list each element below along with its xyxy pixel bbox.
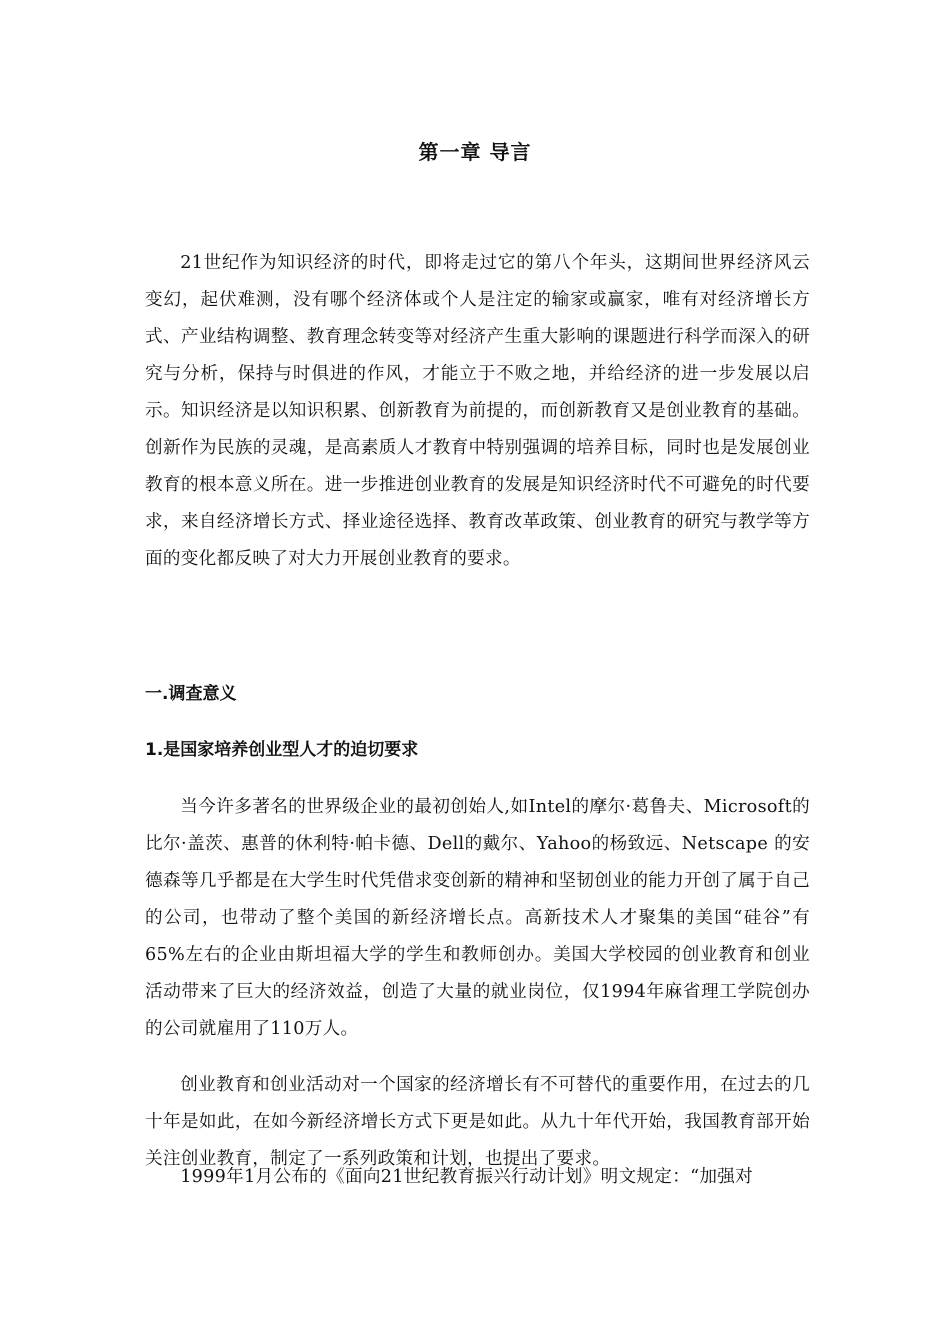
body-paragraph: 创业教育和创业活动对一个国家的经济增长有不可替代的重要作用，在过去的几十年是如此，在如今新经济增长方式下更是如此。从九十年代开始，我国教育部开始关注创业教育，制定了一系列政策和计划，也提出了要求。 <box>145 1075 810 1169</box>
body-paragraph: 1999年1月公布的《面向21世纪教育振兴行动计划》明文规定：“加强对 <box>180 1167 754 1187</box>
intro-paragraph: 21世纪作为知识经济的时代，即将走过它的第八个年头，这期间世界经济风云变幻，起伏难测，没有哪个经济体或个人是注定的输家或赢家，唯有对经济增长方式、产业结构调整、教育理念转变等对经济产生重大影响的课题进行科学而深入的研究与分析，保持与时俱进的作风，才能立于不败之地，并给经济的进一步发展以启示。知识经济是以知识积累、创新教育为前提的，而创新教育又是创业教育的基础。创新作为民族的灵魂，是高素质人才教育中特别强调的培养目标，同时也是发展创业教育的根本意义所在。进一步推进创业教育的发展是知识经济时代不可避免的时代要求，来自经济增长方式、择业途径选择、教育改革政策、创业教育的研究与教学等方面的变化都反映了对大力开展创业教育的要求。 <box>145 253 810 569</box>
subsection-heading: 1.是国家培养创业型人才的迫切要求 <box>145 740 419 760</box>
chapter-title: 第一章 导言 <box>418 140 532 164</box>
body-paragraph: 当今许多著名的世界级企业的最初创始人,如Intel的摩尔·葛鲁夫、Microsoft的比尔·盖茨、惠普的休利特·帕卡德、Dell的戴尔、Yahoo的杨致远、Netscape 的安德森等几乎都是在大学生时代凭借求变创新的精神和坚韧创业的能力开创了属于自己的公司，也带动了整个美国的新经济增长点。高新技术人才聚集的美国“硅谷”有65%左右的企业由斯坦福大学的学生和教师创办。美国大学校园的创业教育和创业活动带来了巨大的经济效益，创造了大量的就业岗位，仅1994年麻省理工学院创办的公司就雇用了110万人。 <box>145 797 810 1039</box>
section-heading: 一.调查意义 <box>145 684 237 704</box>
